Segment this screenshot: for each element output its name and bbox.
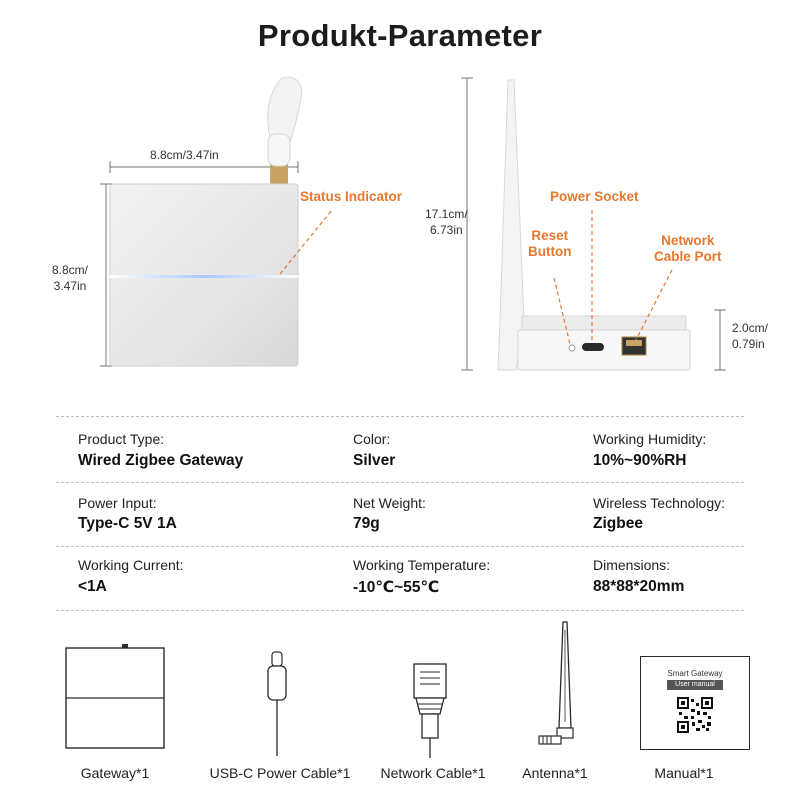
network-cable-icon [400, 660, 460, 760]
package-caption-usb-cable: USB-C Power Cable*1 [209, 765, 351, 781]
reset-button-callout: Reset Button [528, 228, 572, 259]
qr-code-icon [677, 697, 713, 733]
usb-c-cable-icon [255, 648, 305, 758]
front-height-label: 8.8cm/ 3.47in [52, 263, 89, 293]
spec-label: Color: [353, 431, 391, 447]
front-width-label: 8.8cm/3.47in [150, 148, 219, 162]
antenna-icon [525, 618, 595, 758]
spec-value: Type-C 5V 1A [78, 515, 177, 532]
manual-title: Smart Gateway [667, 669, 723, 678]
side-height-label: 17.1cm/ 6.73in [425, 207, 468, 237]
spec-label: Working Humidity: [593, 431, 707, 447]
divider [56, 482, 744, 483]
status-indicator-light [110, 275, 298, 278]
package-caption-gateway: Gateway*1 [80, 765, 150, 781]
package-caption-antenna: Antenna*1 [522, 765, 588, 781]
manual-subtitle: User manual [667, 680, 723, 690]
network-port-callout: Network Cable Port [654, 233, 722, 264]
spec-value: -10℃~55℃ [353, 579, 440, 596]
manual-icon [640, 656, 750, 750]
gateway-side-body [518, 330, 690, 370]
package-caption-manual: Manual*1 [654, 765, 714, 781]
divider [56, 416, 744, 417]
spec-label: Working Current: [78, 557, 184, 573]
spec-value: 10%~90%RH [593, 452, 687, 469]
spec-label: Power Input: [78, 495, 157, 511]
front-antenna [268, 77, 302, 185]
reset-button-hole [569, 345, 575, 351]
side-depth-label: 2.0cm/ 0.79in [732, 321, 769, 351]
front-view [0, 60, 440, 400]
spec-label: Working Temperature: [353, 557, 491, 573]
divider [56, 610, 744, 611]
spec-label: Product Type: [78, 431, 165, 447]
status-indicator-callout: Status Indicator [300, 189, 403, 204]
divider [56, 546, 744, 547]
spec-value: Wired Zigbee Gateway [78, 452, 244, 469]
side-antenna [498, 80, 524, 370]
spec-value: Zigbee [593, 515, 643, 532]
spec-value: Silver [353, 452, 396, 469]
usb-c-socket [582, 343, 604, 351]
side-view [420, 60, 800, 400]
spec-label: Net Weight: [353, 495, 426, 511]
page-title: Produkt-Parameter [257, 18, 543, 53]
spec-value: 79g [353, 515, 380, 532]
package-caption-network-cable: Network Cable*1 [380, 765, 486, 781]
spec-value: 88*88*20mm [593, 578, 685, 595]
power-socket-callout: Power Socket [550, 189, 639, 204]
spec-label: Dimensions: [593, 557, 671, 573]
spec-value: <1A [78, 578, 107, 595]
spec-label: Wireless Technology: [593, 495, 726, 511]
front-view-drawing [0, 60, 440, 400]
gateway-package-icon [60, 638, 170, 753]
